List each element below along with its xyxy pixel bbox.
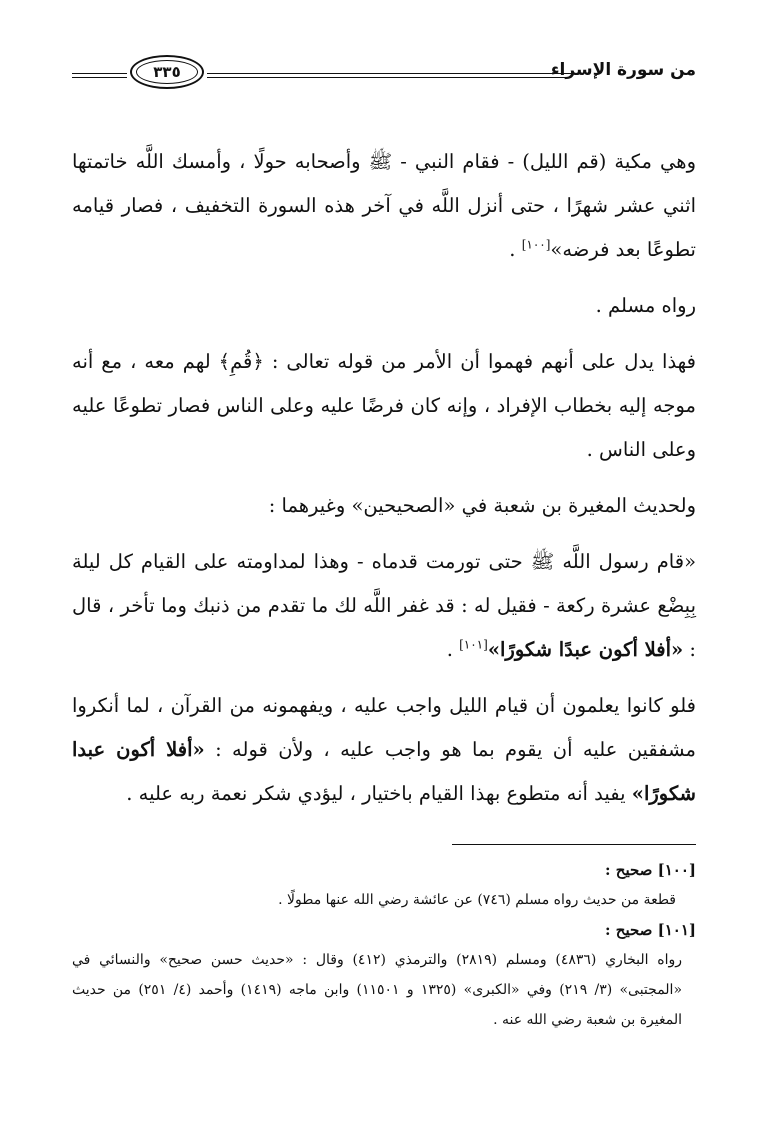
footnote-text-101: رواه البخاري (٤٨٣٦) ومسلم (٢٨١٩) والترمذي (٤١٢) وقال : «حديث حسن صحيح» والنسائي في «المجتبى» (٣/ ٢١٩) وفي «الكبرى» (١٣٢٥ و ١١٥٠١) وابن ماجه (١٤١٩) وأحمد (٤/ ٢٥١) من حديث المغيرة بن شعبة رضي الله عنه . [72,952,683,1028]
header-rule-left [72,73,127,78]
paragraph-text: وهي مكية (قم الليل) - فقام النبي - ﷺ وأصحابه حولًا ، وأمسك اللَّه خاتمتها اثني عشر شهرًا ، حتى أنزل اللَّه في آخر هذه السورة التخفيف ، فصار قيامه تطوعًا بعد فرضه» [72,150,696,261]
page-number-frame [130,55,204,89]
paragraph-hadith-mughira [72,540,696,672]
footnotes [72,855,696,1035]
footnote-label-101: [١٠١] صحيح : [605,921,696,939]
paragraph-end: . [446,638,460,661]
paragraph-end: يفيد أنه متطوع بهذا القيام باختيار ، ليؤدي شكر نعمة ربه عليه . [126,782,632,805]
paragraph-mughira-intro: ولحديث المغيرة بن شعبة في «الصحيحين» وغيرهما : [268,494,696,517]
paragraph-conclusion [72,684,696,816]
header-rule-right [207,73,571,78]
main-text [72,140,696,816]
paragraph-hadith-aisha [72,140,696,272]
footnote-ref-101: [١٠١] [459,637,488,652]
paragraph-source: رواه مسلم . [595,294,696,317]
footnote-ref-100: [١٠٠] [521,237,551,252]
footnote-separator [452,844,696,845]
footnote-label-100: [١٠٠] صحيح : [605,861,696,879]
bold-quote: «أفلا أكون عبدًا شكورًا» [487,638,684,661]
paragraph-argument: فهذا يدل على أنهم فهموا أن الأمر من قوله تعالى : ﴿قُمِ﴾ لهم معه ، مع أنه موجه إليه بخطاب الإفراد ، وإنه كان فرضًا عليه وعلى الناس فصار تطوعًا عليه وعلى الناس . [72,350,696,461]
paragraph-text: فلو كانوا يعلمون أن قيام الليل واجب عليه ، ويفهمونه من القرآن ، لما أنكروا مشفقين عليه أن يقوم بما هو واجب عليه ، ولأن قوله : [72,694,696,761]
page-number: ٣٣٥ [153,63,181,81]
paragraph-end: . [509,238,522,261]
page-header [72,52,696,96]
surah-title: من سورة الإسراء [550,60,696,80]
footnote-text-100: قطعة من حديث رواه مسلم (٧٤٦) عن عائشة رضي الله عنها مطولًا . [278,892,676,908]
paragraph-text: «قام رسول اللَّه ﷺ حتى تورمت قدماه - وهذا لمداومته على القيام كل ليلة بِبِضْع عشرة ركعة - فقيل له : قد غفر اللَّه لك ما تقدم من ذنبك وما تأخر ، قال : [72,550,696,661]
bold-quote: «أفلا أكون عبدا شكورًا» [72,738,696,805]
